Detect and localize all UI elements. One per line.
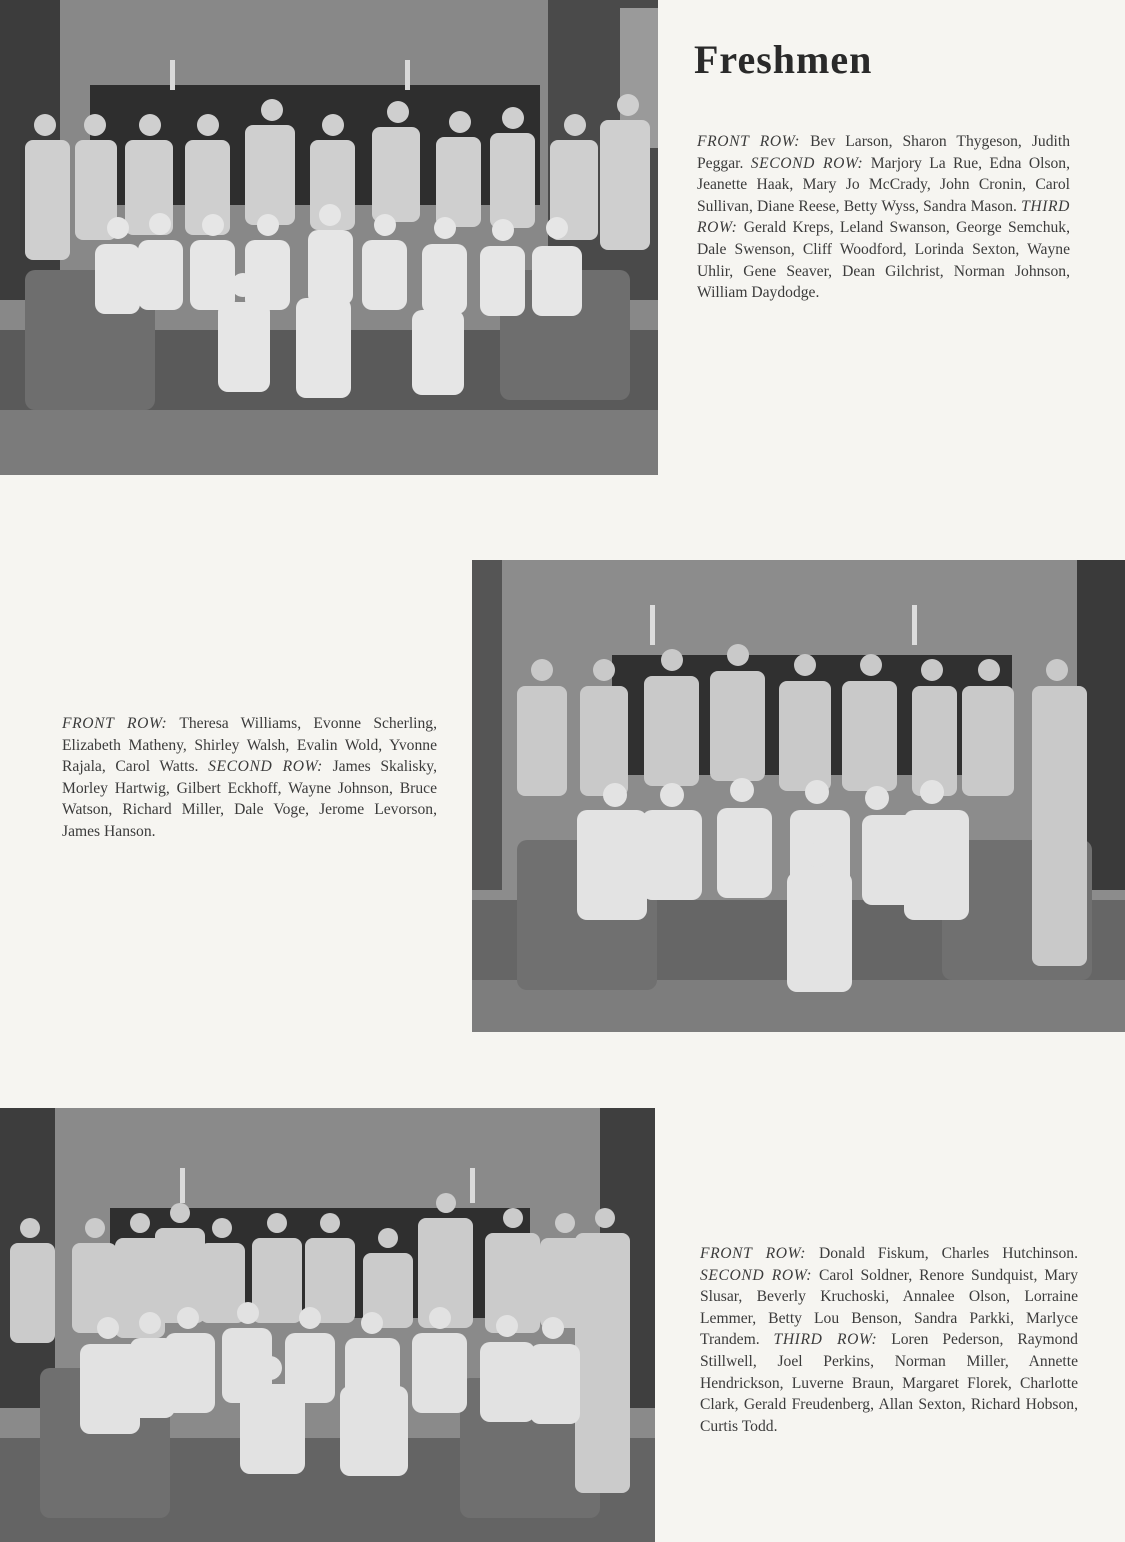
second-row-names: James Skalisky, Morley Hartwig, Gilbert Eckhoff, Wayne Johnson, Bruce Watson, Richard Miller, Dale Voge, Jerome Levorson, James Hanson. [62,758,437,840]
group-photo-2 [472,560,1125,1032]
third-row-label: THIRD ROW: [773,1331,878,1349]
front-row-names: Bev Larson, Sharon Thygeson, Judith Peggar. [697,133,1070,172]
third-row-label: THIRD ROW: [697,197,1070,237]
front-row-label: FRONT ROW: [697,133,801,150]
group-photo-1 [0,0,658,475]
photo-3-caption [700,1243,1078,1437]
front-row-names: Donald Fiskum, Charles Hutchinson. [806,1245,1078,1262]
second-row-label: SECOND ROW: [208,758,323,776]
front-row-label: FRONT ROW: [700,1245,807,1262]
front-row-names: Theresa Williams, Evonne Scherling, Elizabeth Matheny, Shirley Walsh, Evalin Wold, Yvonne Rajala, Carol Watts. [62,715,437,776]
group-photo-3-image [0,1108,655,1542]
photo-1-caption [697,131,1070,304]
photo-2-caption [62,713,437,843]
group-photo-3 [0,1108,655,1542]
front-row-label: FRONT ROW: [62,715,168,732]
second-row-label: SECOND ROW: [700,1266,813,1284]
second-row-names: Carol Soldner, Renore Sundquist, Mary Slusar, Beverly Kruchoski, Annalee Olson, Lorraine Lemmer, Betty Lou Benson, Sandra Parkki, Marlyce Trandem. [700,1266,1079,1349]
second-row-label: SECOND ROW: [750,154,864,172]
group-photo-1-image [0,0,658,475]
page-title: Freshmen [694,37,873,82]
second-row-names: Marjory La Rue, Edna Olson, Jeanette Haak, Mary Jo McCrady, John Cronin, Carol Sullivan, Diane Reese, Betty Wyss, Sandra Mason. [697,154,1070,215]
third-row-names: Loren Pederson, Raymond Stillwell, Joel Perkins, Norman Miller, Annette Hendrickson, Luverne Braun, Margaret Florek, Charlotte Clark, Gerald Freudenberg, Allan Sexton, Richard Hobson, Curtis Todd. [700,1331,1078,1435]
group-photo-2-image [472,560,1125,1032]
third-row-names: Gerald Kreps, Leland Swanson, George Semchuk, Dale Swenson, Cliff Woodford, Lorinda Sexton, Wayne Uhlir, Gene Seaver, Dean Gilchrist, Norman Johnson, William Daydodge. [697,219,1070,302]
